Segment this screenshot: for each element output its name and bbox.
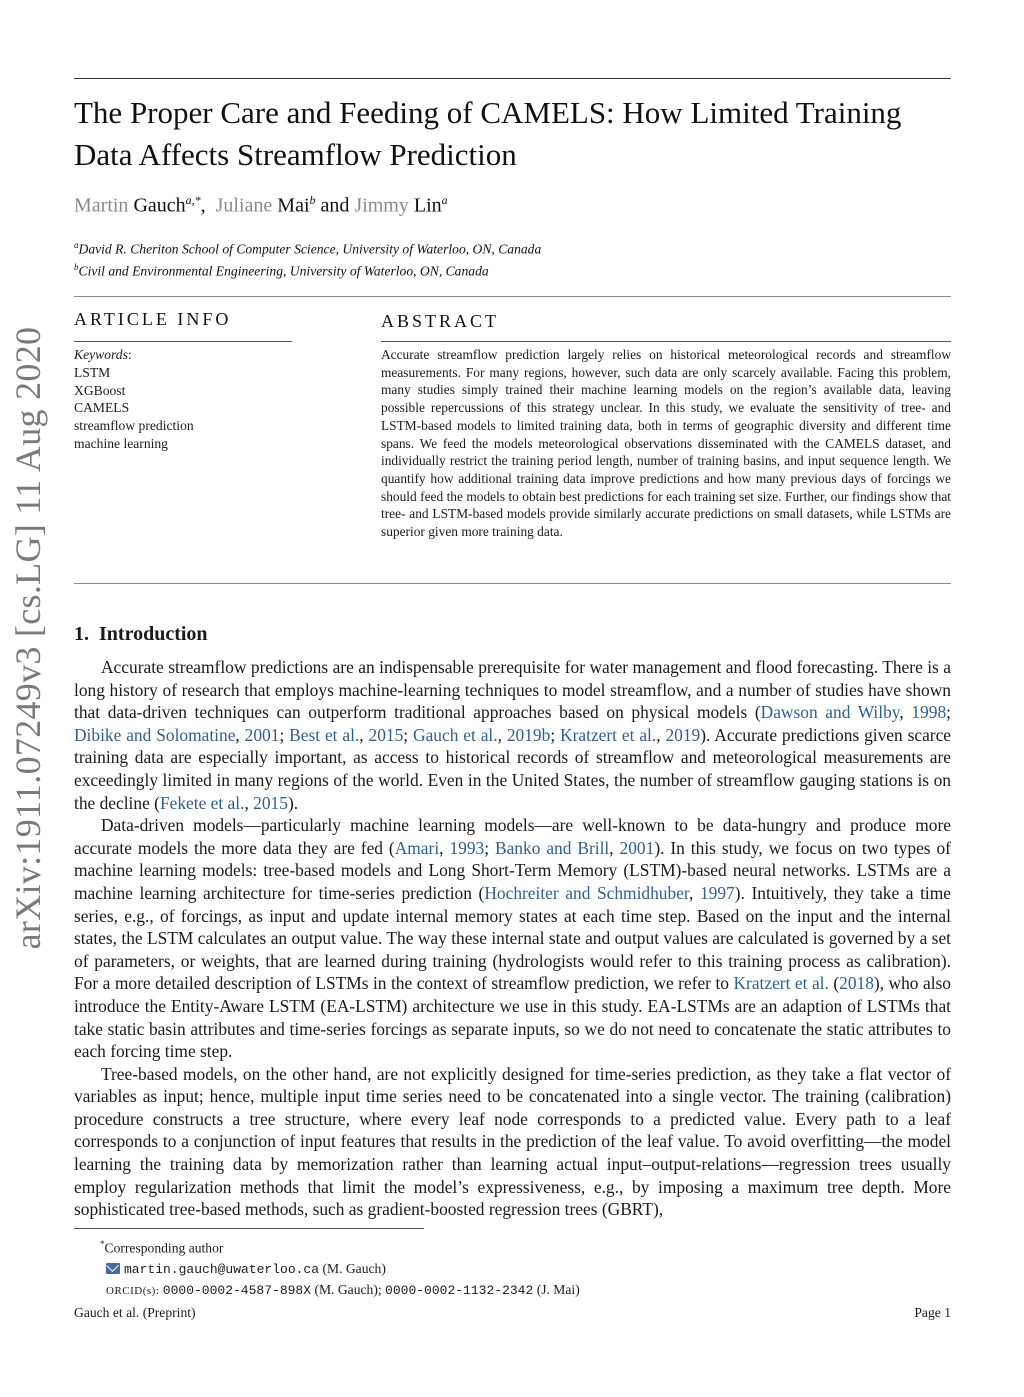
keywords-block: Keywords: LSTM XGBoost CAMELS streamflow prediction machine learning [74,347,194,451]
text-run: ). [287,792,299,813]
citation-link[interactable]: 2001 [619,837,655,858]
citation-link[interactable]: 1997 [699,882,735,903]
article-info-heading: ARTICLE INFO [74,309,232,329]
text-run: ( [828,973,840,994]
body-text [74,656,951,1221]
citation-link[interactable]: 2001 [244,724,280,745]
text-run: ). In this study, we focus on two types of machine learning models: tree-based models and Long Short-Term Memory (LSTM)-based neural networks. LSTMs are a machine learning architecture for time-series prediction ( [74,837,951,903]
citation-link[interactable]: 1998 [911,702,947,723]
author-first-name: Jimmy [354,194,409,217]
author-affil-mark: a [441,193,448,207]
arxiv-stamp: arXiv:1911.07249v3 [cs.LG] 11 Aug 2020 [8,326,48,950]
page-number: Page 1 [914,1305,951,1320]
orcid-link[interactable]: 0000-0002-1132-2342 [385,1282,534,1298]
keyword: LSTM [74,364,111,380]
affiliation: $^a$David R. Cheriton School of Computer Science, University of Waterloo, ON, Canada [74,240,542,257]
keyword: XGBoost [74,382,126,398]
text-run: ). Intuitively, they take a time series, e.g., of forcings, as input and update internal memory states at each time step. Based on the input and the internal states, the LSTM calculates an output value. The way these internal state and output values are calculated is governed by a set of parameters, or weights, that are learned during training (hydrologists would refer to this training process as calibration). For a more detailed description of LSTMs in the context of streamflow prediction, we refer to [74,882,952,994]
abstract-bottom-rule [74,583,951,584]
citation-link[interactable]: Kratzert et al. [733,973,829,994]
citation-link[interactable]: Kratzert et al. [560,724,657,745]
author-list: Martin Gauch$^{a,*}$, Juliane Mai$^b$ and Jimmy Lin$^a$ [74,193,448,217]
citation-link[interactable]: 1993 [449,837,485,858]
text-run: Accurate streamflow predictions are an indispensable prerequisite for water management and flood forecasting. There is a long history of research that employs machine-learning techniques to model streamflow, and a number of studies have shown that data-driven techniques can outperform traditional approaches based on physical models ( [74,657,951,723]
citation-link[interactable]: 2019b [506,724,551,745]
citation-link[interactable]: Hochreiter and Schmidhuber [484,882,690,903]
text-run: , [656,724,666,745]
footnotes: *Corresponding author martin.gauch@uwaterloo.ca (M. Gauch) ORCID(s): 0000-0002-4587-898X (M. Gauch); 0000-0002-1132-2342 (J. Mai) [100,1239,580,1298]
info-rule [74,341,292,342]
paper-title: The Proper Care and Feeding of CAMELS: How Limited Training Data Affects Streamflow Prediction [74,95,902,172]
citation-link[interactable]: Dibike and Solomatine [74,724,236,745]
footnote-rule [74,1228,424,1229]
body-paragraph [74,656,951,814]
abstract-heading: ABSTRACT [381,311,500,331]
text-run: Tree-based models, on the other hand, are not explicitly designed for time-series prediction, as they take a flat vector of variables as input; hence, multiple input time series need to be concatenated into a single vector. The training (calibration) procedure constructs a tree structure, where every leaf node corresponds to a predicted value. Every path to a leaf corresponds to a conjunction of input features that results in the prediction of the leaf value. To avoid overfitting—the model learning the training data by memorization rather than learning actual input–output-relations—regression trees usually employ regularization methods that limit the model’s expressiveness, e.g., by imposing a maximum tree depth. More sophisticated tree-based methods, such as gradient-boosted regression trees (GBRT), [74,1063,951,1220]
citation-link[interactable]: 2019 [665,724,701,745]
abstract-rule [381,341,951,342]
text-run: Data-driven models—particularly machine learning models—are well-known to be data-hungry and produce more accurate models the more data they are fed ( [74,815,951,858]
author-last-name: Gauch [133,194,186,217]
text-run: , [244,792,254,813]
text-run: ; [279,724,290,745]
text-run: ; [484,837,495,858]
text-run: , [359,724,369,745]
section-heading: 1. Introduction [74,623,208,645]
text-run: , [439,837,450,858]
citation-link[interactable]: Dawson and Wilby [760,702,900,723]
author-affil-mark: b [309,193,316,207]
citation-link[interactable]: 2015 [253,792,288,813]
body-paragraph [74,1063,951,1221]
keyword: streamflow prediction [74,418,194,434]
affiliation: $^b$Civil and Environmental Engineering, University of Waterloo, ON, Canada [74,262,489,279]
text-run: ), who also introduce the Entity-Aware LSTM (EA-LSTM) architecture we use in this study. EA-LSTMs are an adaption of LSTMs that take static basin attributes and time-series forcings as separate inputs, so we do not need to concatenate the static attributes to each forcing time step. [74,973,951,1062]
citation-link[interactable]: Fekete et al. [159,792,245,813]
text-run: ). Accurate predictions given scarce training data are especially important, as access to historical records of streamflow and meteorological measurements are exceedingly limited in many regions of the world. Even in the United States, the number of streamflow gauging stations is on the decline ( [74,724,952,813]
author-last-name: Lin [413,194,442,217]
text-run: , [235,724,245,745]
text-run: ; [550,724,561,745]
text-run: , [497,724,507,745]
author-first-name: Martin [74,194,129,217]
orcid-link[interactable]: 0000-0002-4587-898X [162,1282,312,1298]
body-paragraph [74,814,951,1063]
orcid-label: ORCID(s): [106,1284,160,1297]
email-icon [106,1263,120,1274]
citation-link[interactable]: 2018 [839,973,874,994]
author-joiner: and [320,194,350,217]
text-run: , [689,882,700,903]
citation-link[interactable]: Best et al. [289,724,360,745]
top-rule [74,78,951,79]
keyword: CAMELS [74,400,130,416]
citation-link[interactable]: Gauch et al. [413,724,498,745]
text-run: , [899,702,912,723]
citation-link[interactable]: Amari [394,837,440,858]
citation-link[interactable]: 2015 [368,724,404,745]
citation-link[interactable]: Banko and Brill [494,837,610,858]
author-first-name: Juliane [215,194,273,217]
email-link[interactable]: martin.gauch@uwaterloo.ca [124,1261,320,1277]
keywords-label: Keywords [74,347,128,362]
author-last-name: Mai [277,194,310,217]
author-affil-mark: a,* [185,193,201,207]
text-run: ; [403,724,414,745]
text-run: ; [946,702,951,723]
abstract-text: Accurate streamflow prediction largely relies on historical meteorological records and streamflow measurements. For many regions, however, such data are only scarcely available. Facing this problem, many studies simply trained their machine learning models on the region’s available data, leaving possible repercussions of this strategy unclear. In this study, we evaluate the sensitivity of tree- and LSTM-based models to limited training data, both in terms of geographic diversity and different time spans. We feed the models meteorological observations disseminated with the CAMELS dataset, and individually restrict the training period length, number of training basins, and input sequence length. We quantify how additional training data improve predictions and how many previous days of forcings we should feed the models to obtain best predictions for each training set size. Further, our findings show that tree- and LSTM-based models provide similarly accurate predictions on small datasets, while LSTMs are superior given more training data. [381,347,951,540]
corresponding-author-note: Corresponding author [104,1240,224,1256]
text-run: , [609,837,620,858]
header-rule [74,296,951,297]
keyword: machine learning [74,435,168,451]
footer-left: Gauch et al. (Preprint) [74,1305,196,1320]
